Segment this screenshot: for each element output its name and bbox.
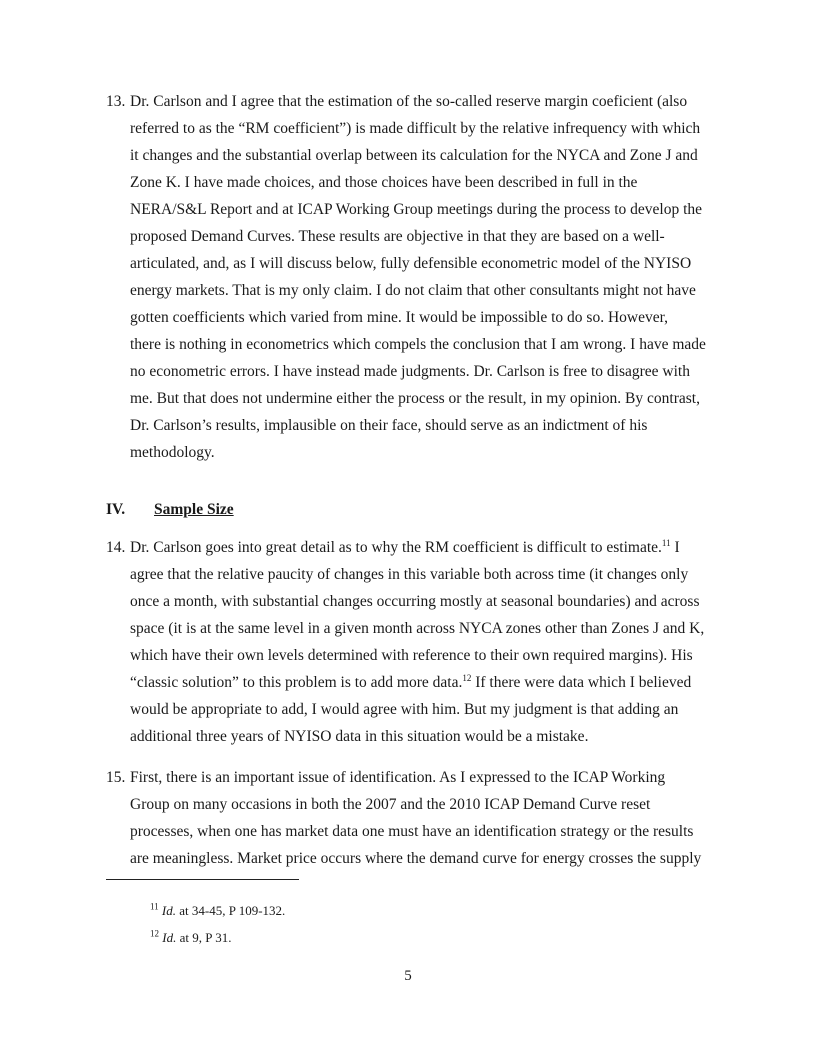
footnote-divider — [106, 879, 299, 880]
paragraph-line: energy markets. That is my only claim. I do not claim that other consultants might not have — [130, 282, 696, 299]
section-number: IV. — [106, 501, 126, 518]
footnote-11 — [150, 901, 286, 918]
paragraph-line: methodology. — [130, 444, 215, 461]
footnote-mark: 11 — [150, 901, 159, 912]
paragraph-line — [130, 537, 680, 556]
paragraph-line: are meaningless. Market price occurs where the demand curve for energy crosses the supply — [130, 850, 702, 867]
paragraph-line: articulated, and, as I will discuss below, fully defensible econometric model of the NYISO — [130, 255, 692, 272]
paragraph-number: 15. — [106, 769, 126, 786]
paragraph-line: additional three years of NYISO data in this situation would be a mistake. — [130, 728, 589, 745]
paragraph-line: referred to as the “RM coefficient”) is made difficult by the relative infrequency with which — [130, 120, 701, 137]
paragraph-line: processes, when one has market data one must have an identification strategy or the results — [130, 823, 694, 840]
footnote-text: at 9, P 31. — [176, 930, 232, 945]
paragraph-line: Dr. Carlson and I agree that the estimation of the so-called reserve margin coeficient (also — [130, 93, 688, 110]
paragraph-line — [130, 672, 692, 691]
paragraph-line: Zone K. I have made choices, and those choices have been described in full in the — [130, 174, 638, 191]
footnote-reference[interactable]: 11 — [661, 537, 671, 548]
paragraph-line: First, there is an important issue of identification. As I expressed to the ICAP Working — [130, 769, 666, 786]
footnote-citation: Id. — [161, 903, 177, 918]
line-text: “classic solution” to this problem is to add more data. — [130, 674, 463, 691]
paragraph-line: Dr. Carlson’s results, implausible on their face, should serve as an indictment of his — [130, 417, 648, 434]
footnote-text: at 34-45, P 109-132. — [176, 903, 286, 918]
paragraph-line: it changes and the substantial overlap between its calculation for the NYCA and Zone J and — [130, 147, 698, 164]
paragraph-number: 14. — [106, 539, 126, 556]
paragraph-line: NERA/S&L Report and at ICAP Working Group meetings during the process to develop the — [130, 201, 703, 218]
paragraph-line: would be appropriate to add, I would agree with him. But my judgment is that adding an — [130, 701, 679, 718]
footnote-mark: 12 — [150, 928, 159, 939]
paragraph-line: gotten coefficients which varied from mine. It would be impossible to do so. However, — [130, 309, 669, 326]
paragraph-line: space (it is at the same level in a given month across NYCA zones other than Zones J and K, — [130, 620, 705, 637]
paragraph-line: Group on many occasions in both the 2007 and the 2010 ICAP Demand Curve reset — [130, 796, 651, 813]
section-title: Sample Size — [154, 501, 234, 518]
paragraph-line: agree that the relative paucity of changes in this variable both across time (it changes only — [130, 566, 689, 583]
footnote-reference[interactable]: 12 — [462, 672, 472, 683]
paragraph-number: 13. — [106, 93, 126, 110]
paragraph-line: there is nothing in econometrics which compels the conclusion that I am wrong. I have made — [130, 336, 706, 353]
paragraph-line: which have their own levels determined with reference to their own required margins). His — [130, 647, 693, 664]
paragraph-line: me. But that does not undermine either the process or the result, in my opinion. By contrast, — [130, 390, 700, 407]
line-text: I — [670, 539, 680, 556]
paragraph-line: proposed Demand Curves. These results are objective in that they are based on a well- — [130, 228, 665, 245]
footnote-12 — [150, 928, 232, 945]
line-text: If there were data which I believed — [471, 674, 692, 691]
page-number: 5 — [404, 968, 412, 984]
footnote-citation: Id. — [162, 930, 177, 945]
paragraph-line: once a month, with substantial changes occurring mostly at seasonal boundaries) and across — [130, 593, 700, 610]
paragraph-line: no econometric errors. I have instead made judgments. Dr. Carlson is free to disagree with — [130, 363, 690, 380]
line-text: Dr. Carlson goes into great detail as to why the RM coefficient is difficult to estimate. — [130, 539, 662, 556]
